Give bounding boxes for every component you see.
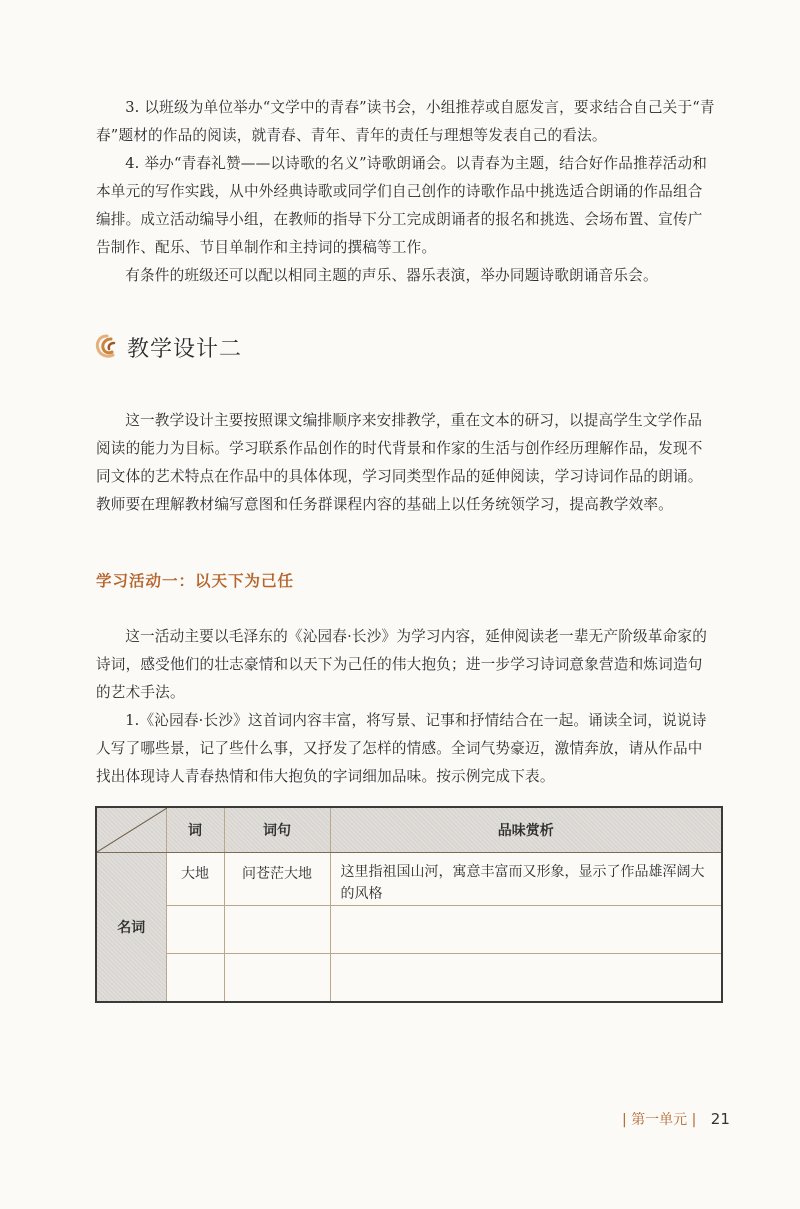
cell-empty <box>166 906 224 954</box>
header-appreciation: 品味赏析 <box>330 807 722 853</box>
table-row-empty <box>96 954 722 1002</box>
activity-heading: 学习活动一：以天下为己任 <box>96 572 295 590</box>
word-table <box>95 806 723 1003</box>
design-intro <box>96 407 716 519</box>
activity-list-continued <box>96 94 716 290</box>
section-heading <box>93 329 242 365</box>
appreciation-table <box>95 806 721 1000</box>
paragraph-reading-club: 3. 以班级为单位举办“文学中的青春”读书会，小组推荐或自愿发言，要求结合自己关于“青春”题材的作品的阅读，就青春、青年、青年的责任与理想等发表自己的看法。 <box>96 99 715 144</box>
cell-empty <box>330 906 722 954</box>
cell-empty <box>330 954 722 1002</box>
paragraph-design-intro: 这一教学设计主要按照课文编排顺序来安排教学，重在文本的研习，以提高学生文学作品阅读的能力为目标。学习联系作品创作的时代背景和作家的生活与创作经历理解作品，发现不同文体的艺术特点在作品中的具体体现，学习同类型作品的延伸阅读，学习诗词作品的朗诵。教师要在理解教材编写意图和任务群课程内容的基础上以任务统领学习，提高教学效率。 <box>96 412 703 513</box>
paragraph-activity-summary: 这一活动主要以毛泽东的《沁园春·长沙》为学习内容，延伸阅读老一辈无产阶级革命家的诗词，感受他们的壮志豪情和以天下为己任的伟大抱负；进一步学习诗词意象营造和炼词造句的艺术手法。 <box>96 628 707 701</box>
activity-body <box>96 623 716 791</box>
paragraph-concert-option: 有条件的班级还可以配以相同主题的声乐、器乐表演，举办同题诗歌朗诵音乐会。 <box>125 267 658 284</box>
paragraph-poetry-recital: 4. 举办“青春礼赞——以诗歌的名义”诗歌朗诵会。以青春为主题，结合好作品推荐活动和本单元的写作实践，从中外经典诗歌或同学们自己创作的诗歌作品中挑选适合朗诵的作品组合编排。成立活动编导小组，在教师的指导下分工完成朗诵者的报名和挑选、会场布置、宣传广告制作、配乐、节目单制作和主持词的撰稿等工作。 <box>96 155 708 256</box>
header-word: 词 <box>166 807 224 853</box>
cell-note: 这里指祖国山河，寓意丰富而又形象，显示了作品雄浑阔大的风格 <box>330 853 722 906</box>
footer-unit-label: 第一单元 <box>631 1112 688 1128</box>
swirl-icon <box>93 333 121 361</box>
table-row-empty <box>96 906 722 954</box>
table-corner-cell <box>96 807 166 853</box>
cell-word: 大地 <box>166 853 224 906</box>
cell-empty <box>166 954 224 1002</box>
cell-empty <box>224 954 330 1002</box>
cell-phrase: 问苍茫大地 <box>224 853 330 906</box>
table-header-row <box>96 807 722 853</box>
page-footer <box>622 1109 730 1129</box>
table-row <box>96 853 722 906</box>
cell-empty <box>224 906 330 954</box>
section-title: 教学设计二 <box>127 336 243 362</box>
footer-bar-left: | <box>622 1112 627 1128</box>
row-group-noun: 名词 <box>96 853 166 1002</box>
footer-bar-right: | <box>691 1112 697 1128</box>
corner-diagonal <box>97 808 167 852</box>
paragraph-task-1: 1.《沁园春·长沙》这首词内容丰富，将写景、记事和抒情结合在一起。诵读全词，说说诗人写了哪些景，记了些什么事，又抒发了怎样的情感。全词气势豪迈，激情奔放，请从作品中找出体现诗人青春热情和伟大抱负的字词细加品味。按示例完成下表。 <box>96 712 707 785</box>
header-phrase: 词句 <box>224 807 330 853</box>
page-number: 21 <box>710 1110 730 1128</box>
